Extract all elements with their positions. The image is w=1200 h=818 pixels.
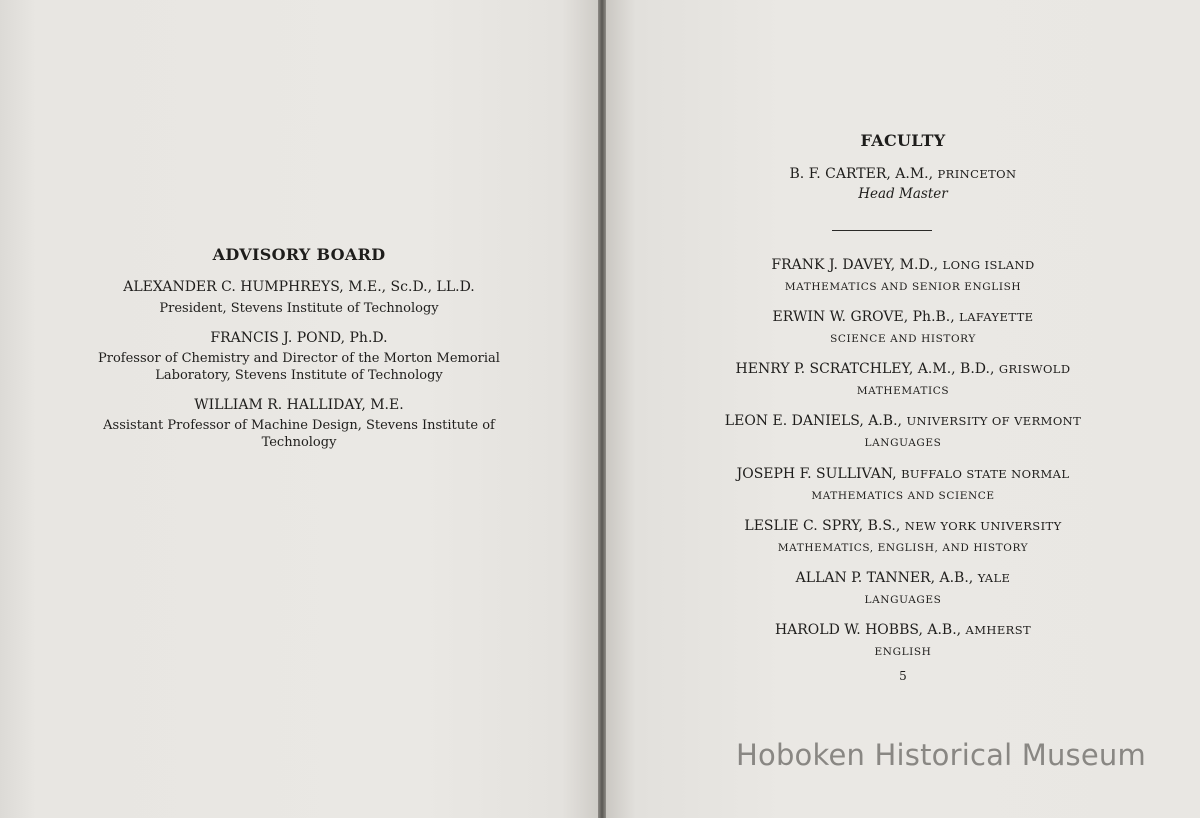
board-member-name: ALEXANDER C. HUMPHREYS, M.E., Sc.D., LL.D.: [123, 279, 475, 295]
faculty-subject: LANGUAGES: [864, 437, 942, 449]
faculty-school: UNIVERSITY OF VERMONT: [906, 414, 1082, 428]
faculty-school: PRINCETON: [937, 167, 1017, 181]
faculty-school: YALE: [977, 571, 1011, 585]
board-member-name: FRANCIS J. POND, Ph.D.: [210, 330, 388, 346]
faculty-subject: SCIENCE AND HISTORY: [830, 333, 976, 345]
faculty-entry: [606, 361, 1200, 378]
faculty-name: LESLIE C. SPRY, B.S.,: [744, 518, 901, 534]
faculty-school: LONG ISLAND: [942, 258, 1035, 272]
head-master-role: Head Master: [858, 186, 948, 202]
head-master-line: [606, 166, 1200, 183]
board-member-title: Professor of Chemistry and Director of the Morton Memorial: [98, 351, 500, 366]
board-member-title: Laboratory, Stevens Institute of Technology: [155, 368, 443, 383]
board-member-title: Assistant Professor of Machine Design, Stevens Institute of: [103, 418, 495, 433]
faculty-name: HAROLD W. HOBBS, A.B.,: [774, 622, 962, 638]
divider-rule: [832, 230, 932, 231]
faculty-name: ERWIN W. GROVE, Ph.B.,: [772, 309, 955, 325]
advisory-board-heading: ADVISORY BOARD: [212, 245, 386, 264]
faculty-entry: [606, 309, 1200, 326]
faculty-name: B. F. CARTER, A.M.,: [789, 166, 934, 182]
board-member-title: President, Stevens Institute of Technology: [159, 301, 439, 316]
faculty-name: FRANK J. DAVEY, M.D.,: [771, 257, 939, 273]
faculty-school: AMHERST: [965, 623, 1032, 637]
museum-watermark: Hoboken Historical Museum: [736, 738, 1146, 772]
faculty-name: JOSEPH F. SULLIVAN,: [736, 466, 897, 482]
faculty-subject: ENGLISH: [874, 646, 932, 658]
faculty-entry: [606, 413, 1200, 430]
faculty-entry: [606, 466, 1200, 483]
faculty-entry: [606, 518, 1200, 535]
faculty-name: ALLAN P. TANNER, A.B.,: [795, 570, 974, 586]
left-page: [0, 0, 598, 818]
faculty-entry: [606, 570, 1200, 587]
faculty-heading: FACULTY: [860, 131, 946, 150]
faculty-school: BUFFALO STATE NORMAL: [901, 467, 1070, 481]
faculty-school: NEW YORK UNIVERSITY: [904, 519, 1062, 533]
faculty-subject: MATHEMATICS, ENGLISH, AND HISTORY: [777, 542, 1029, 554]
board-member-name: WILLIAM R. HALLIDAY, M.E.: [194, 397, 404, 413]
faculty-subject: LANGUAGES: [864, 594, 942, 606]
faculty-subject: MATHEMATICS AND SCIENCE: [811, 490, 995, 502]
faculty-name: LEON E. DANIELS, A.B.,: [724, 413, 902, 429]
faculty-name: HENRY P. SCRATCHLEY, A.M., B.D.,: [735, 361, 995, 377]
right-page: [606, 0, 1200, 818]
page-number: 5: [899, 669, 907, 683]
book-gutter: [598, 0, 606, 818]
faculty-school: LAFAYETTE: [959, 310, 1034, 324]
faculty-entry: [606, 257, 1200, 274]
faculty-subject: MATHEMATICS: [856, 385, 950, 397]
board-member-title: Technology: [261, 435, 337, 450]
faculty-subject: MATHEMATICS AND SENIOR ENGLISH: [784, 281, 1022, 293]
faculty-entry: [606, 622, 1200, 639]
faculty-school: GRISWOLD: [998, 362, 1071, 376]
